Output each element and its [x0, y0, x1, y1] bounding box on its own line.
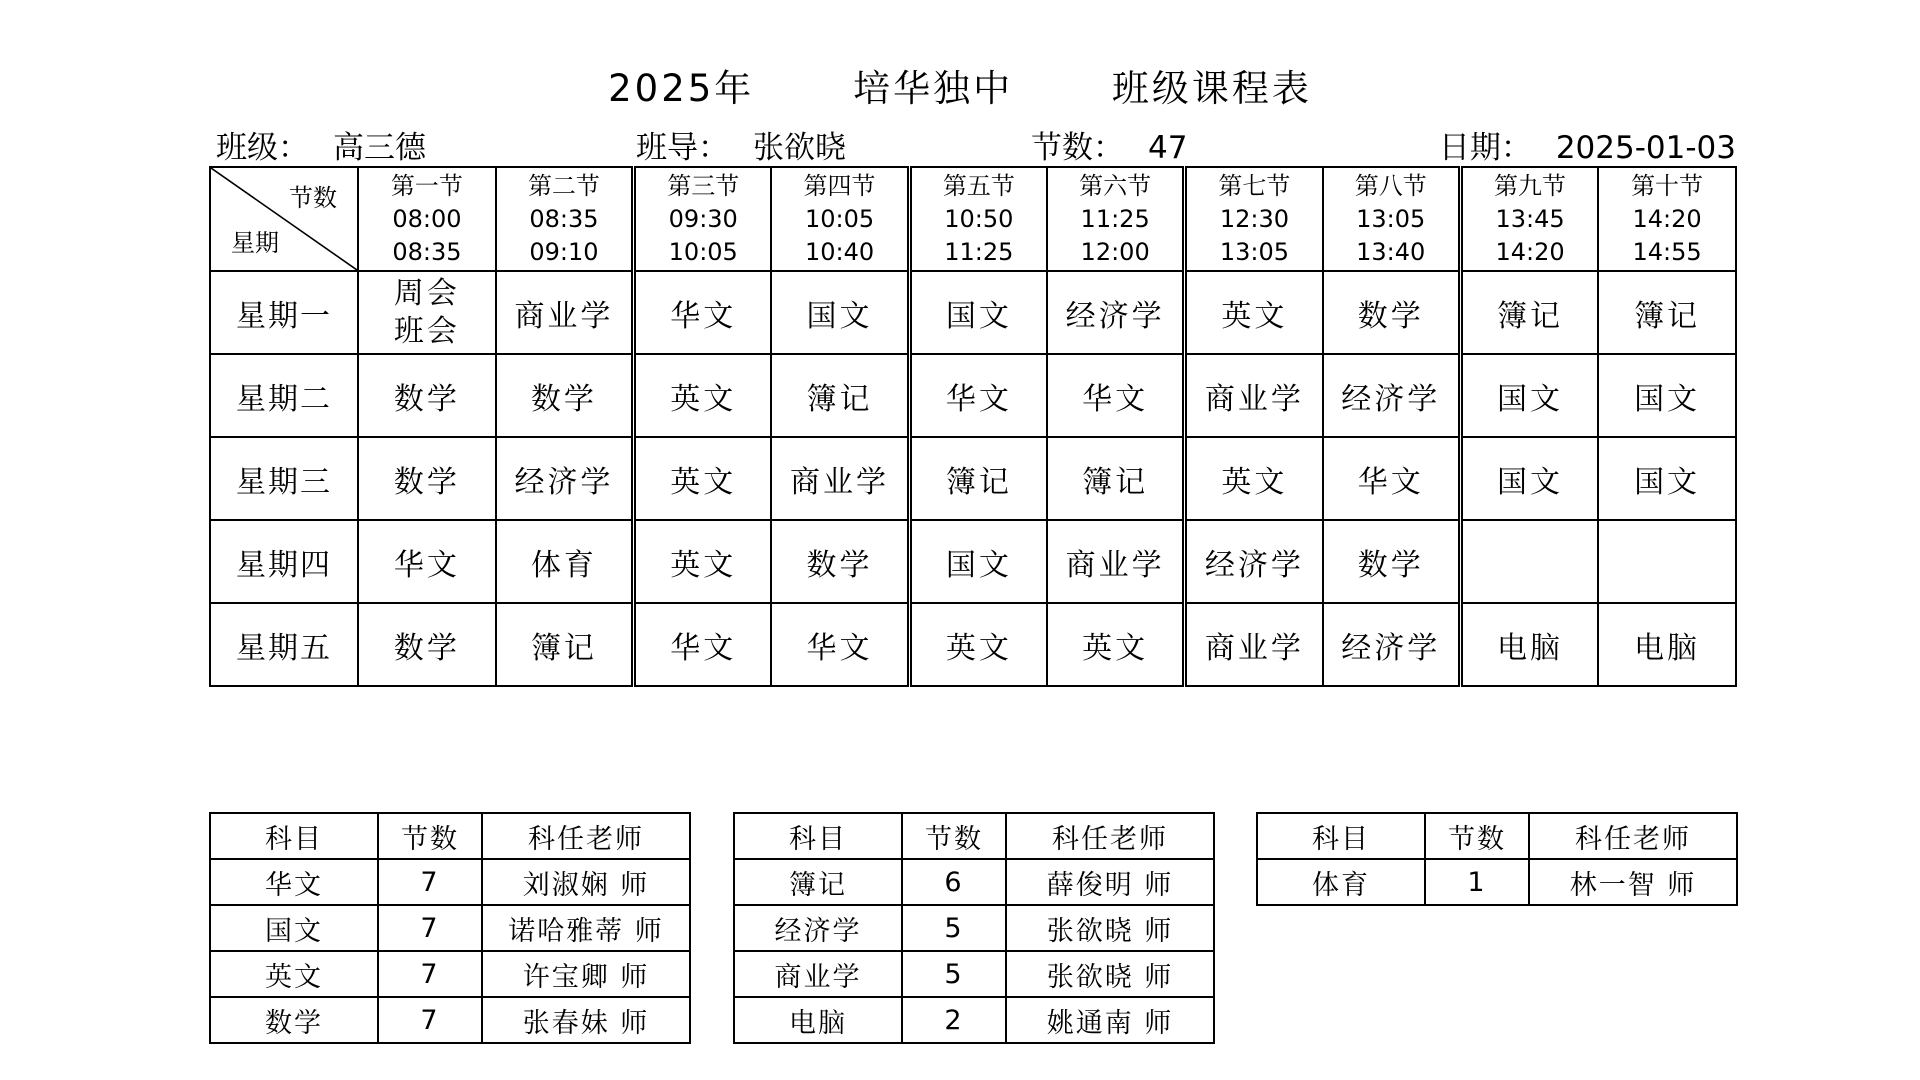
- period-label: 第二节: [527, 171, 600, 200]
- period-label: 第七节: [1218, 171, 1291, 200]
- summary-teacher: 张欲晓 师: [1006, 905, 1214, 951]
- period-end: 10:40: [804, 237, 875, 266]
- lesson-cell: 数学: [358, 354, 496, 437]
- title-year: 2025年: [608, 67, 755, 110]
- lesson-cell: 华文: [771, 603, 909, 686]
- title-name: 班级课程表: [1111, 67, 1312, 110]
- lesson-cell: 英文: [1185, 271, 1323, 354]
- summary-subject: 华文: [210, 859, 378, 905]
- period-header: [1047, 167, 1185, 271]
- period-label: 第九节: [1494, 171, 1567, 200]
- summary-header-teacher: 科任老师: [1529, 813, 1737, 859]
- summary-subject: 数学: [210, 997, 378, 1043]
- lesson-cell: 英文: [634, 354, 772, 437]
- lesson-cell-line: 班会: [393, 313, 460, 349]
- summary-row: [734, 997, 1214, 1043]
- corner-cell: [210, 167, 358, 271]
- summary-periods: 2: [902, 997, 1006, 1043]
- summary-row: [734, 859, 1214, 905]
- lesson-cell: [1598, 520, 1736, 603]
- summary-header-periods: 节数: [902, 813, 1006, 859]
- lesson-cell: 国文: [771, 271, 909, 354]
- summary-row: [734, 951, 1214, 997]
- lesson-cell: 英文: [1185, 437, 1323, 520]
- summary-row: [210, 905, 690, 951]
- class-label: 班级：: [216, 130, 309, 166]
- summary-periods: 7: [378, 997, 482, 1043]
- class-field: [216, 122, 426, 167]
- period-start: 14:20: [1632, 204, 1702, 233]
- period-header: [634, 167, 772, 271]
- lesson-cell: 华文: [1323, 437, 1461, 520]
- period-start: 10:50: [944, 204, 1014, 233]
- period-end: 13:05: [1219, 237, 1290, 266]
- lesson-cell: 华文: [1047, 354, 1185, 437]
- lesson-cell: 簿记: [496, 603, 634, 686]
- lesson-cell: 经济学: [496, 437, 634, 520]
- teacher-value: 张欲晓: [753, 130, 846, 166]
- lesson-cell: 英文: [634, 437, 772, 520]
- periods-value: 47: [1148, 130, 1188, 166]
- period-label: 第三节: [667, 171, 740, 200]
- lesson-cell: 簿记: [1047, 437, 1185, 520]
- lesson-cell: 国文: [1460, 437, 1598, 520]
- period-end: 14:20: [1495, 237, 1565, 266]
- schedule-table: [209, 166, 1737, 687]
- summary-periods: 7: [378, 859, 482, 905]
- lesson-cell: 经济学: [1323, 354, 1461, 437]
- lesson-cell: 商业学: [1185, 354, 1323, 437]
- summary-teacher: 张欲晓 师: [1006, 951, 1214, 997]
- day-label: 星期五: [210, 603, 358, 686]
- period-label: 第六节: [1079, 171, 1152, 200]
- summary-header-periods: 节数: [1425, 813, 1529, 859]
- summary-header-periods: 节数: [378, 813, 482, 859]
- lesson-cell: 商业学: [771, 437, 909, 520]
- summary-periods: 7: [378, 951, 482, 997]
- lesson-cell-line: 周会: [393, 275, 460, 311]
- period-header: [909, 167, 1047, 271]
- lesson-cell: 数学: [771, 520, 909, 603]
- day-label: 星期四: [210, 520, 358, 603]
- periods-field: [1031, 122, 1187, 167]
- period-end: 10:05: [668, 237, 738, 266]
- title-school: 培华独中: [853, 67, 1014, 110]
- summary-periods: 5: [902, 905, 1006, 951]
- period-label: 第十节: [1631, 171, 1704, 200]
- schedule-row: [210, 354, 1736, 437]
- summary-subject: 经济学: [734, 905, 902, 951]
- period-header: [771, 167, 909, 271]
- lesson-cell: 英文: [909, 603, 1047, 686]
- period-header: [1598, 167, 1736, 271]
- lesson-cell: 簿记: [771, 354, 909, 437]
- schedule-header-row: [210, 167, 1736, 271]
- summary-subject: 电脑: [734, 997, 902, 1043]
- summary-header-subject: 科目: [1257, 813, 1425, 859]
- summary-row: [210, 997, 690, 1043]
- lesson-cell: 数学: [358, 437, 496, 520]
- subject-summary-table: [1256, 812, 1738, 906]
- summary-row: [1257, 859, 1737, 905]
- lesson-cell: 簿记: [909, 437, 1047, 520]
- period-header: [1460, 167, 1598, 271]
- lesson-cell: [358, 271, 496, 354]
- summary-header-teacher: 科任老师: [1006, 813, 1214, 859]
- lesson-cell: 经济学: [1047, 271, 1185, 354]
- summary-subject: 国文: [210, 905, 378, 951]
- summary-periods: 1: [1425, 859, 1529, 905]
- periods-label: 节数：: [1031, 130, 1124, 166]
- summary-subject: 英文: [210, 951, 378, 997]
- date-field: [1439, 122, 1736, 167]
- summary-teacher: 姚通南 师: [1006, 997, 1214, 1043]
- period-end: 14:55: [1632, 237, 1702, 266]
- lesson-cell: 华文: [909, 354, 1047, 437]
- lesson-cell: 国文: [909, 271, 1047, 354]
- lesson-cell: 体育: [496, 520, 634, 603]
- summary-header-subject: 科目: [734, 813, 902, 859]
- summary-teacher: 许宝卿 师: [482, 951, 690, 997]
- lesson-cell: 国文: [1598, 354, 1736, 437]
- day-label: 星期三: [210, 437, 358, 520]
- schedule-row: [210, 603, 1736, 686]
- summary-teacher: 刘淑娴 师: [482, 859, 690, 905]
- lesson-cell: 数学: [358, 603, 496, 686]
- summary-periods: 5: [902, 951, 1006, 997]
- day-label: 星期一: [210, 271, 358, 354]
- period-label: 第五节: [942, 171, 1015, 200]
- period-label: 第一节: [390, 171, 463, 200]
- lesson-cell: 国文: [909, 520, 1047, 603]
- summary-header-subject: 科目: [210, 813, 378, 859]
- lesson-cell: [1460, 520, 1598, 603]
- lesson-cell: 电脑: [1598, 603, 1736, 686]
- subject-summary-table: [209, 812, 691, 1044]
- teacher-label: 班导：: [636, 130, 729, 166]
- period-start: 08:35: [529, 204, 599, 233]
- summary-header-teacher: 科任老师: [482, 813, 690, 859]
- summary-row: [210, 951, 690, 997]
- period-header: [496, 167, 634, 271]
- summary-periods: 6: [902, 859, 1006, 905]
- summary-header-row: [1257, 813, 1737, 859]
- period-header: [1185, 167, 1323, 271]
- summary-teacher: 诺哈雅蒂 师: [482, 905, 690, 951]
- date-value: 2025-01-03: [1555, 130, 1736, 166]
- summary-header-row: [734, 813, 1214, 859]
- period-start: 10:05: [804, 204, 875, 233]
- period-label: 第四节: [803, 171, 876, 200]
- lesson-cell: 国文: [1460, 354, 1598, 437]
- summary-subject: 簿记: [734, 859, 902, 905]
- summary-teacher: 林一智 师: [1529, 859, 1737, 905]
- lesson-cell: 国文: [1598, 437, 1736, 520]
- period-end: 11:25: [944, 237, 1014, 266]
- period-end: 09:10: [529, 237, 599, 266]
- page-title: [0, 58, 1920, 112]
- lesson-cell: 华文: [358, 520, 496, 603]
- lesson-cell: 英文: [1047, 603, 1185, 686]
- period-end: 08:35: [392, 237, 462, 266]
- summary-periods: 7: [378, 905, 482, 951]
- corner-day-label: 星期: [231, 229, 279, 257]
- subject-summary-table: [733, 812, 1215, 1044]
- summary-subject: 体育: [1257, 859, 1425, 905]
- period-end: 12:00: [1080, 237, 1150, 266]
- summary-teacher: 张春妹 师: [482, 997, 690, 1043]
- lesson-cell: 经济学: [1323, 603, 1461, 686]
- corner-periods-label: 节数: [289, 184, 337, 212]
- class-value: 高三德: [333, 130, 426, 166]
- period-start: 12:30: [1219, 204, 1290, 233]
- date-label: 日期：: [1438, 130, 1532, 166]
- summary-row: [210, 859, 690, 905]
- schedule-row: [210, 437, 1736, 520]
- lesson-cell: 簿记: [1598, 271, 1736, 354]
- lesson-cell: 商业学: [1047, 520, 1185, 603]
- period-header: [358, 167, 496, 271]
- period-label: 第八节: [1354, 171, 1427, 200]
- info-bar: [216, 122, 1736, 164]
- day-label: 星期二: [210, 354, 358, 437]
- lesson-cell: 华文: [634, 603, 772, 686]
- teacher-field: [636, 122, 846, 167]
- summary-subject: 商业学: [734, 951, 902, 997]
- summary-header-row: [210, 813, 690, 859]
- period-start: 11:25: [1080, 204, 1150, 233]
- summary-teacher: 薛俊明 师: [1006, 859, 1214, 905]
- lesson-cell: 商业学: [496, 271, 634, 354]
- lesson-cell: 商业学: [1185, 603, 1323, 686]
- period-start: 13:45: [1495, 204, 1565, 233]
- lesson-cell: 数学: [496, 354, 634, 437]
- period-header: [1323, 167, 1461, 271]
- period-start: 08:00: [392, 204, 462, 233]
- lesson-cell: 英文: [634, 520, 772, 603]
- schedule-row: [210, 520, 1736, 603]
- schedule-row: [210, 271, 1736, 354]
- summary-row: [734, 905, 1214, 951]
- lesson-cell: 经济学: [1185, 520, 1323, 603]
- lesson-cell: 数学: [1323, 520, 1461, 603]
- period-start: 13:05: [1356, 204, 1426, 233]
- lesson-cell: 华文: [634, 271, 772, 354]
- lesson-cell: 电脑: [1460, 603, 1598, 686]
- period-start: 09:30: [668, 204, 738, 233]
- lesson-cell: 簿记: [1460, 271, 1598, 354]
- lesson-cell: 数学: [1323, 271, 1461, 354]
- period-end: 13:40: [1356, 237, 1426, 266]
